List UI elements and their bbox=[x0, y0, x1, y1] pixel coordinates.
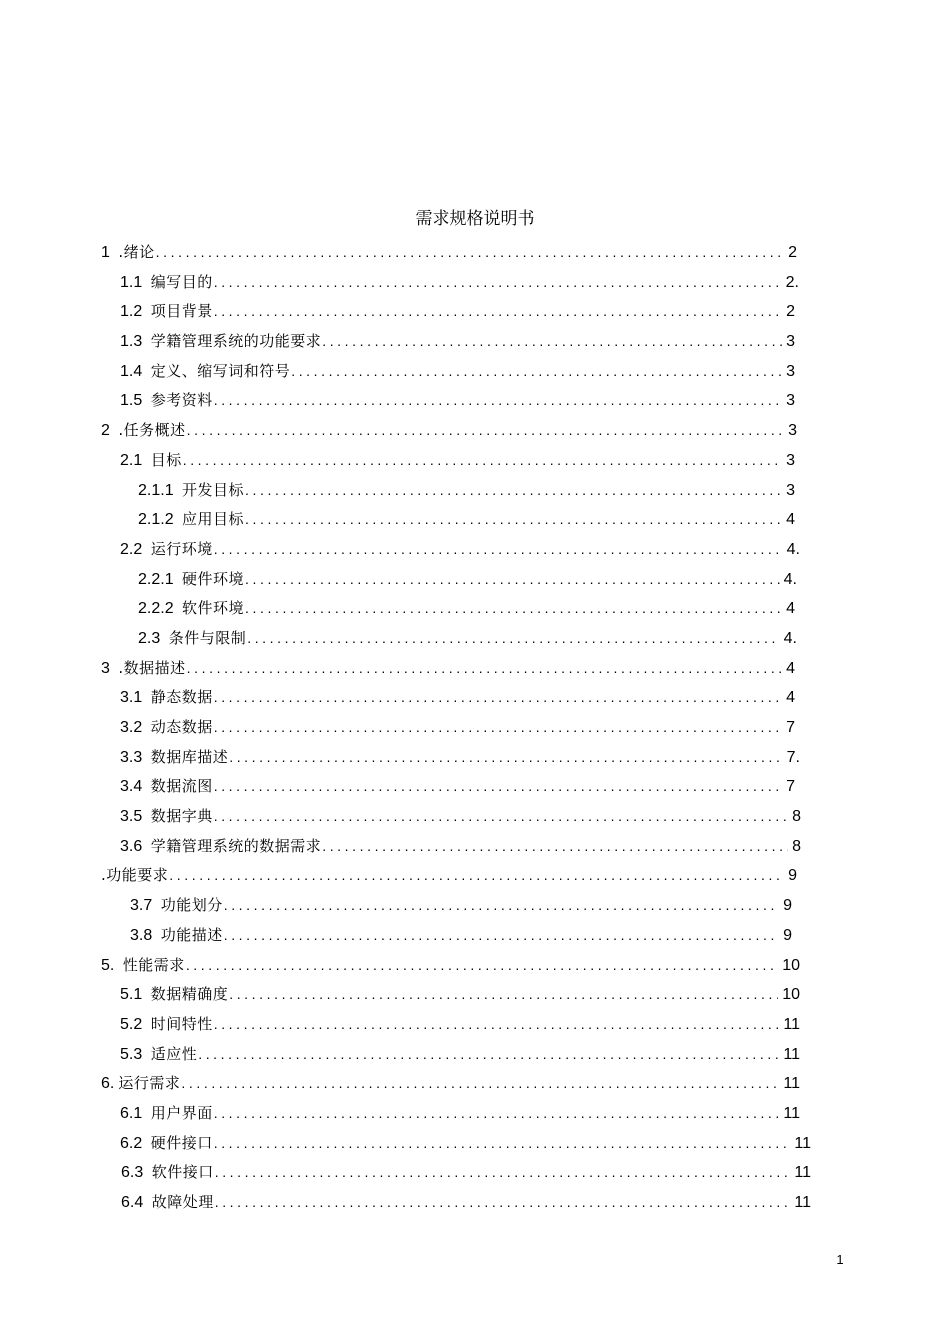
toc-dot-leader bbox=[214, 268, 782, 298]
toc-entry[interactable] bbox=[0, 713, 950, 743]
toc-entry[interactable] bbox=[0, 238, 950, 268]
toc-section-title: 应用目标 bbox=[182, 510, 245, 529]
toc-entry-line bbox=[120, 713, 795, 743]
toc-section-title: 软件接口 bbox=[151, 1163, 214, 1182]
toc-section-title: 故障处理 bbox=[151, 1193, 214, 1211]
toc-section-title: 性能需求 bbox=[122, 955, 185, 974]
toc-entry[interactable] bbox=[0, 743, 950, 773]
table-of-contents bbox=[0, 238, 950, 1218]
toc-dot-leader bbox=[322, 832, 788, 862]
toc-entry[interactable] bbox=[0, 1129, 950, 1159]
toc-section-number: 2.2 bbox=[120, 540, 147, 558]
toc-section-title: 编写目的 bbox=[150, 272, 213, 291]
toc-page-number: 3 bbox=[788, 422, 797, 440]
toc-entry[interactable] bbox=[0, 802, 950, 832]
toc-section-title: 运行需求 bbox=[118, 1074, 181, 1093]
toc-section-number: 1.5 bbox=[120, 392, 147, 410]
toc-dot-leader bbox=[322, 327, 782, 357]
toc-page-number: 7 bbox=[786, 778, 795, 796]
toc-page-number: 11 bbox=[783, 1015, 800, 1033]
toc-section-number: 6. bbox=[101, 1075, 115, 1093]
toc-section-title: 数据库描述 bbox=[150, 747, 229, 766]
toc-section-title: .任务概述 bbox=[118, 421, 186, 440]
toc-section-number: 5. bbox=[101, 956, 119, 974]
toc-dot-leader bbox=[229, 743, 782, 773]
toc-dot-leader bbox=[291, 357, 782, 387]
toc-dot-leader bbox=[156, 238, 784, 268]
toc-page-number: 2 bbox=[788, 244, 797, 261]
toc-section-number: 1.3 bbox=[120, 333, 147, 351]
toc-dot-leader bbox=[245, 505, 782, 535]
toc-entry-line bbox=[120, 832, 801, 862]
toc-dot-leader bbox=[214, 772, 782, 802]
toc-page-number: 8 bbox=[792, 808, 801, 826]
toc-page-number: 4 bbox=[786, 689, 795, 707]
toc-section-number: 6.4 bbox=[121, 1194, 148, 1211]
toc-page-number: 11 bbox=[794, 1134, 811, 1152]
toc-dot-leader bbox=[187, 654, 782, 684]
toc-dot-leader bbox=[215, 1158, 791, 1188]
toc-entry-line bbox=[101, 654, 795, 684]
toc-dot-leader bbox=[229, 980, 778, 1010]
toc-entry-line bbox=[120, 386, 795, 416]
toc-section-number: 1.1 bbox=[120, 273, 147, 291]
toc-page-number: 3 bbox=[786, 481, 795, 499]
toc-entry[interactable] bbox=[0, 891, 950, 921]
page-number: 1 bbox=[836, 1252, 844, 1267]
toc-page-number: 11 bbox=[794, 1164, 811, 1182]
toc-entry-line bbox=[138, 505, 795, 535]
toc-section-number: 2.2.2 bbox=[138, 600, 179, 618]
toc-page-number: 9 bbox=[783, 926, 792, 944]
toc-entry[interactable] bbox=[0, 357, 950, 387]
toc-entry[interactable] bbox=[0, 1010, 950, 1040]
toc-section-number: 2.2.1 bbox=[138, 570, 179, 588]
toc-entry[interactable] bbox=[0, 861, 950, 891]
toc-section-title: 定义、缩写词和符号 bbox=[150, 361, 291, 380]
toc-section-number: 2.1 bbox=[120, 451, 147, 469]
toc-section-number: 2.3 bbox=[138, 629, 165, 647]
toc-page-number: 4. bbox=[783, 629, 797, 647]
toc-section-title: .绪论 bbox=[118, 243, 155, 261]
toc-dot-leader bbox=[181, 1069, 779, 1099]
toc-dot-leader bbox=[214, 297, 782, 327]
toc-section-number: 5.2 bbox=[120, 1015, 147, 1033]
toc-entry[interactable] bbox=[0, 386, 950, 416]
toc-section-number: 3.4 bbox=[120, 778, 147, 796]
toc-page-number: 4 bbox=[786, 600, 795, 618]
toc-dot-leader bbox=[214, 683, 782, 713]
toc-entry-line bbox=[101, 951, 800, 981]
toc-entry[interactable] bbox=[0, 1188, 950, 1218]
toc-section-number: 3.8 bbox=[130, 926, 157, 944]
toc-page-number: 11 bbox=[794, 1194, 811, 1211]
toc-page-number: 11 bbox=[783, 1045, 800, 1063]
toc-entry-line bbox=[120, 327, 795, 357]
toc-section-number: 6.2 bbox=[120, 1134, 147, 1152]
toc-entry-line bbox=[120, 743, 800, 773]
toc-entry-line bbox=[120, 772, 795, 802]
toc-entry-line bbox=[120, 1040, 800, 1070]
toc-entry-line bbox=[120, 446, 795, 476]
toc-entry-line bbox=[138, 476, 795, 506]
toc-entry-line bbox=[101, 416, 797, 446]
toc-dot-leader bbox=[198, 1040, 779, 1070]
toc-page-number: 9 bbox=[783, 897, 792, 915]
toc-section-title: 数据流图 bbox=[150, 777, 213, 796]
toc-entry[interactable] bbox=[0, 624, 950, 654]
toc-page-number: 11 bbox=[783, 1104, 800, 1122]
toc-section-title: 运行环境 bbox=[150, 539, 213, 558]
toc-section-number: 6.3 bbox=[121, 1164, 148, 1182]
toc-entry-line bbox=[120, 535, 800, 565]
toc-entry-line bbox=[138, 565, 797, 595]
toc-entry[interactable] bbox=[0, 416, 950, 446]
toc-section-number: 3.7 bbox=[130, 897, 157, 915]
toc-entry-line bbox=[120, 297, 795, 327]
toc-page-number: 4. bbox=[783, 570, 797, 588]
toc-entry[interactable] bbox=[0, 505, 950, 535]
toc-entry[interactable] bbox=[0, 297, 950, 327]
toc-dot-leader bbox=[214, 386, 782, 416]
toc-page-number: 11 bbox=[783, 1075, 800, 1093]
toc-section-title: 条件与限制 bbox=[168, 628, 247, 647]
toc-entry-line bbox=[120, 683, 795, 713]
toc-section-number: 3 bbox=[101, 659, 115, 677]
toc-page-number: 10 bbox=[782, 986, 800, 1004]
toc-dot-leader bbox=[214, 1129, 791, 1159]
toc-entry-line bbox=[101, 1069, 800, 1099]
toc-page-number: 3 bbox=[786, 362, 795, 380]
toc-section-number: 2.1.2 bbox=[138, 511, 179, 529]
toc-dot-leader bbox=[214, 802, 788, 832]
toc-entry[interactable] bbox=[0, 921, 950, 951]
toc-entry-line bbox=[120, 357, 795, 387]
toc-section-number: 2.1.1 bbox=[138, 481, 179, 499]
toc-entry[interactable] bbox=[0, 446, 950, 476]
toc-section-number: 3.5 bbox=[120, 808, 147, 826]
toc-page-number: 9 bbox=[788, 867, 797, 885]
toc-entry-line bbox=[101, 238, 797, 268]
toc-page-number: 7. bbox=[786, 748, 800, 766]
toc-section-title: 学籍管理系统的功能要求 bbox=[150, 332, 322, 351]
toc-dot-leader bbox=[215, 1188, 791, 1218]
toc-section-title: 硬件接口 bbox=[150, 1133, 213, 1152]
toc-section-title: 数据字典 bbox=[150, 807, 213, 826]
toc-entry-line bbox=[120, 1099, 800, 1129]
toc-dot-leader bbox=[183, 446, 782, 476]
toc-dot-leader bbox=[224, 921, 779, 951]
toc-page-number: 3 bbox=[786, 392, 795, 410]
toc-dot-leader bbox=[214, 1010, 780, 1040]
toc-entry[interactable] bbox=[0, 565, 950, 595]
toc-entry-line bbox=[138, 624, 797, 654]
toc-entry-line bbox=[138, 594, 795, 624]
toc-section-number: 1.2 bbox=[120, 303, 147, 321]
toc-dot-leader bbox=[214, 713, 782, 743]
toc-page-number: 3 bbox=[786, 451, 795, 469]
toc-page-number: 4. bbox=[786, 540, 800, 558]
toc-entry-line bbox=[120, 980, 800, 1010]
toc-section-number: 1 bbox=[101, 244, 115, 261]
toc-dot-leader bbox=[224, 891, 779, 921]
toc-section-title: .数据描述 bbox=[118, 658, 186, 677]
toc-section-number: 5.3 bbox=[120, 1045, 147, 1063]
toc-dot-leader bbox=[245, 594, 782, 624]
toc-entry-line bbox=[121, 1188, 811, 1218]
page-title: 需求规格说明书 bbox=[415, 209, 535, 229]
toc-page-number: 2 bbox=[786, 303, 795, 321]
toc-section-title: 功能划分 bbox=[160, 896, 223, 915]
toc-dot-leader bbox=[186, 951, 778, 981]
toc-dot-leader bbox=[245, 476, 782, 506]
toc-section-number: 1.4 bbox=[120, 362, 147, 380]
toc-section-title: 动态数据 bbox=[150, 718, 213, 736]
toc-section-title: 静态数据 bbox=[150, 688, 213, 707]
toc-section-title: .功能要求 bbox=[101, 866, 169, 885]
toc-section-title: 适应性 bbox=[150, 1044, 198, 1063]
toc-section-number: 5.1 bbox=[120, 986, 147, 1004]
toc-page-number: 2. bbox=[785, 273, 799, 291]
toc-entry[interactable] bbox=[0, 683, 950, 713]
toc-entry[interactable] bbox=[0, 832, 950, 862]
toc-dot-leader bbox=[187, 416, 784, 446]
toc-section-title: 软件环境 bbox=[182, 599, 245, 618]
toc-section-title: 功能描述 bbox=[160, 925, 223, 944]
toc-page-number: 10 bbox=[782, 956, 800, 974]
toc-dot-leader bbox=[245, 565, 780, 595]
toc-entry[interactable] bbox=[0, 268, 950, 298]
toc-section-number: 3.3 bbox=[120, 748, 147, 766]
toc-section-number: 6.1 bbox=[120, 1104, 147, 1122]
toc-section-title: 开发目标 bbox=[182, 480, 245, 499]
toc-entry[interactable] bbox=[0, 535, 950, 565]
toc-entry[interactable] bbox=[0, 476, 950, 506]
toc-dot-leader bbox=[214, 535, 783, 565]
toc-page-number: 7 bbox=[786, 719, 795, 736]
toc-section-number: 2 bbox=[101, 422, 115, 440]
toc-entry[interactable] bbox=[0, 1158, 950, 1188]
toc-entry[interactable] bbox=[0, 1069, 950, 1099]
toc-section-title: 学籍管理系统的数据需求 bbox=[150, 836, 322, 855]
toc-entry-line bbox=[121, 1158, 811, 1188]
toc-section-title: 数据精确度 bbox=[150, 985, 229, 1004]
toc-section-title: 用户界面 bbox=[150, 1103, 213, 1122]
toc-entry[interactable] bbox=[0, 327, 950, 357]
toc-section-title: 参考资料 bbox=[150, 391, 213, 410]
toc-entry-line bbox=[101, 861, 797, 891]
toc-section-title: 时间特性 bbox=[150, 1014, 213, 1033]
toc-entry-line bbox=[120, 802, 801, 832]
toc-entry-line bbox=[130, 891, 792, 921]
toc-entry[interactable] bbox=[0, 772, 950, 802]
toc-dot-leader bbox=[214, 1099, 780, 1129]
toc-page-number: 4 bbox=[786, 659, 795, 677]
toc-page-number: 3 bbox=[786, 333, 795, 351]
toc-entry-line bbox=[130, 921, 792, 951]
toc-section-number: 3.6 bbox=[120, 837, 147, 855]
toc-entry[interactable] bbox=[0, 1099, 950, 1129]
toc-page-number: 4 bbox=[786, 511, 795, 529]
toc-entry[interactable] bbox=[0, 951, 950, 981]
toc-entry[interactable] bbox=[0, 980, 950, 1010]
toc-entry-line bbox=[120, 268, 799, 298]
toc-entry[interactable] bbox=[0, 1040, 950, 1070]
toc-entry[interactable] bbox=[0, 594, 950, 624]
toc-entry[interactable] bbox=[0, 654, 950, 684]
toc-section-title: 项目背景 bbox=[150, 302, 213, 321]
toc-section-number: 3.1 bbox=[120, 689, 147, 707]
toc-page-number: 8 bbox=[792, 837, 801, 855]
toc-entry-line bbox=[120, 1129, 811, 1159]
toc-dot-leader bbox=[247, 624, 779, 654]
toc-section-title: 硬件环境 bbox=[182, 569, 245, 588]
toc-dot-leader bbox=[169, 861, 784, 891]
toc-section-title: 目标 bbox=[150, 450, 182, 469]
toc-section-number: 3.2 bbox=[120, 719, 147, 736]
toc-entry-line bbox=[120, 1010, 800, 1040]
